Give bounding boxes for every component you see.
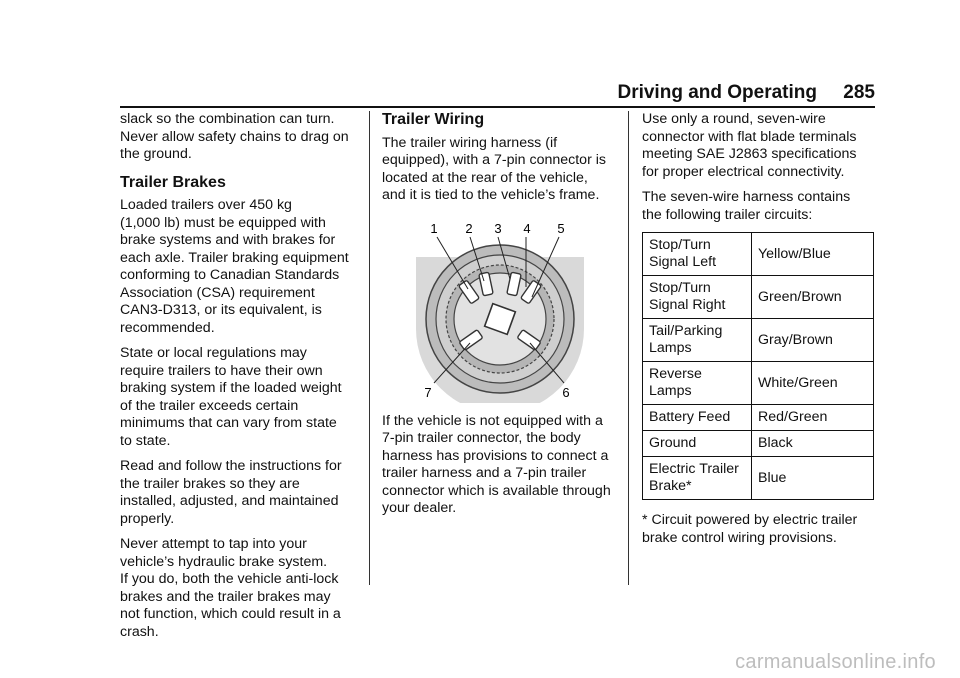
watermark: carmanualsonline.info bbox=[735, 651, 936, 673]
wire-color: Gray/Brown bbox=[752, 319, 874, 362]
column-3 bbox=[642, 111, 878, 555]
pin-label-5: 5 bbox=[557, 220, 565, 236]
circuit-name: Electric Trailer Brake* bbox=[643, 457, 752, 500]
circuit-table bbox=[642, 232, 874, 500]
pin-label-4: 4 bbox=[523, 220, 531, 236]
column-divider-1 bbox=[369, 111, 370, 585]
table-row bbox=[643, 405, 874, 431]
table-row bbox=[643, 276, 874, 319]
para-read-instructions: Read and follow the instructions for the trailer brakes so they are installed, adjusted, and maintained properly. bbox=[120, 458, 342, 527]
pin-label-7: 7 bbox=[424, 384, 432, 400]
page-number: 285 bbox=[843, 82, 875, 103]
pin-label-1: 1 bbox=[430, 220, 438, 236]
pin-label-6: 6 bbox=[562, 384, 570, 400]
circuit-name: Ground bbox=[643, 431, 752, 457]
para-state-regulations: State or local regulations may require trailers to have their own braking system if the loaded weight of the trailer exceeds certain minimums that can vary from state to state. bbox=[120, 345, 342, 449]
section-title: Driving and Operating bbox=[617, 82, 817, 103]
para-harness-contains: The seven-wire harness contains the following trailer circuits: bbox=[642, 189, 851, 223]
para-wiring-harness: The trailer wiring harness (if equipped), with a 7-pin connector is located at the rear of the vehicle, and it is tied to the vehicle’s frame. bbox=[382, 134, 606, 203]
wire-color: White/Green bbox=[752, 362, 874, 405]
table-row bbox=[643, 457, 874, 500]
para-not-equipped: If the vehicle is not equipped with a 7-pin trailer connector, the body harness has provisions to connect a trailer harness and a 7-pin trailer connector which is available through your dealer. bbox=[382, 412, 611, 516]
pin-label-2: 2 bbox=[465, 220, 473, 236]
table-row bbox=[643, 319, 874, 362]
para-never-tap: Never attempt to tap into your vehicle’s hydraulic brake system. If you do, both the vehicle anti-lock brakes and the trailer brakes may not function, which could result in a crash. bbox=[120, 536, 341, 640]
wire-color: Black bbox=[752, 431, 874, 457]
para-round-connector: Use only a round, seven-wire connector with flat blade terminals meeting SAE J2863 specifications for proper electrical connectivity. bbox=[642, 111, 857, 180]
heading-trailer-wiring: Trailer Wiring bbox=[382, 111, 485, 128]
table-row bbox=[643, 233, 874, 276]
column-divider-2 bbox=[628, 111, 629, 585]
connector-figure bbox=[382, 217, 618, 403]
column-2 bbox=[382, 111, 618, 526]
seven-pin-connector-diagram bbox=[382, 217, 618, 403]
heading-trailer-brakes: Trailer Brakes bbox=[120, 173, 226, 191]
footnote: * Circuit powered by electric trailer brake control wiring provisions. bbox=[642, 512, 858, 546]
header-rule bbox=[120, 106, 875, 108]
wire-color: Red/Green bbox=[752, 405, 874, 431]
table-row bbox=[643, 431, 874, 457]
wire-color: Green/Brown bbox=[752, 276, 874, 319]
circuit-name: Stop/Turn Signal Right bbox=[643, 276, 752, 319]
para-loaded-trailers: Loaded trailers over 450 kg (1,000 lb) must be equipped with brake systems and with brakes for each axle. Trailer braking equipment conforming to Canadian Standards Association (CSA) requirement CAN3-D313, or its equivalent, is recommended. bbox=[120, 197, 349, 336]
circuit-name: Stop/Turn Signal Left bbox=[643, 233, 752, 276]
circuit-name: Battery Feed bbox=[643, 405, 752, 431]
para-slack: slack so the combination can turn. Never allow safety chains to drag on the ground. bbox=[120, 111, 349, 162]
page-header bbox=[600, 82, 875, 106]
wire-color: Yellow/Blue bbox=[752, 233, 874, 276]
wire-color: Blue bbox=[752, 457, 874, 500]
pin-label-3: 3 bbox=[494, 220, 502, 236]
column-1 bbox=[120, 111, 360, 649]
table-row bbox=[643, 362, 874, 405]
circuit-name: Tail/Parking Lamps bbox=[643, 319, 752, 362]
circuit-name: Reverse Lamps bbox=[643, 362, 752, 405]
